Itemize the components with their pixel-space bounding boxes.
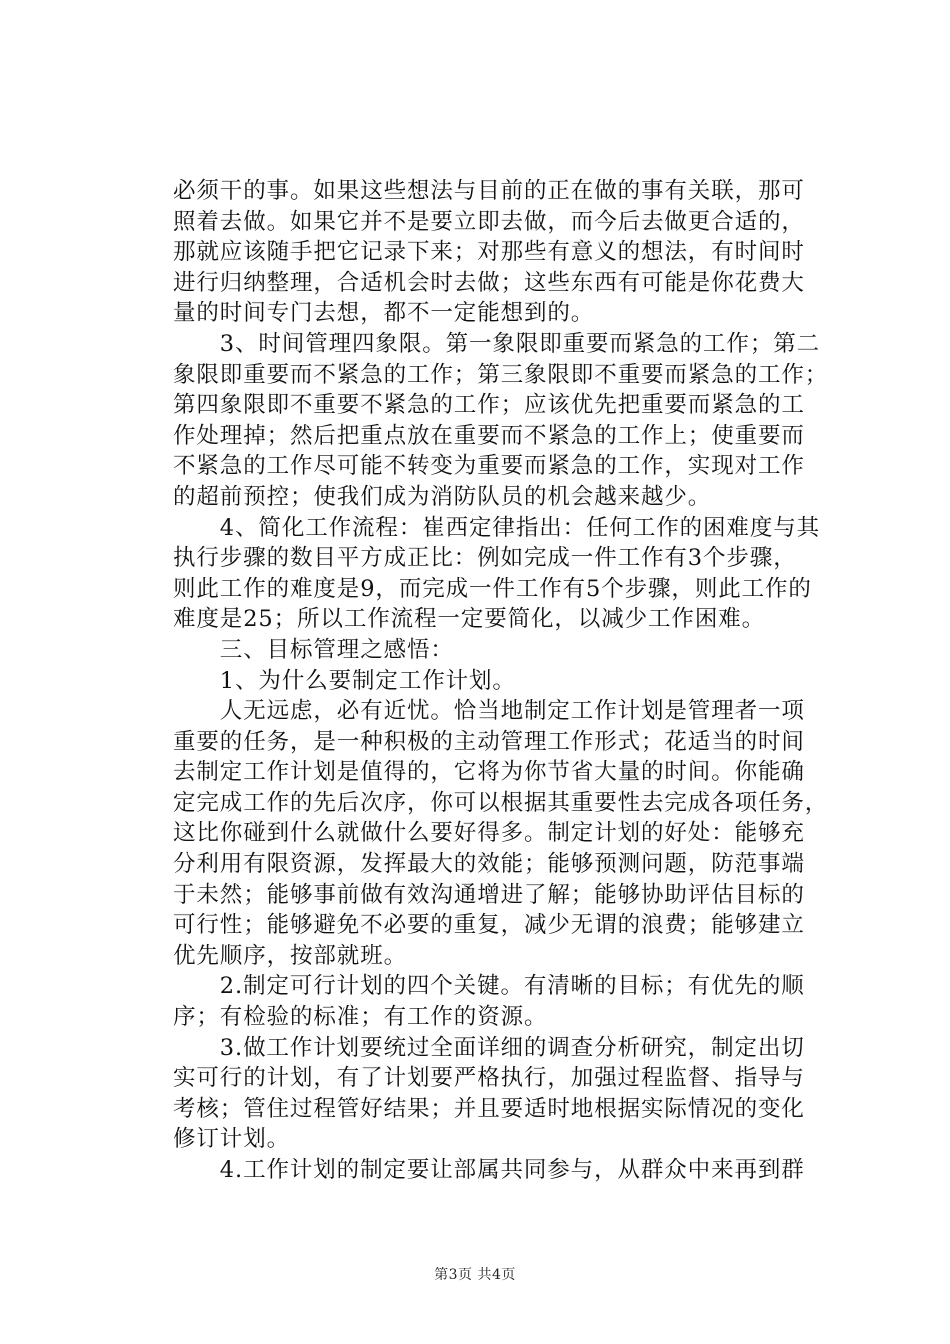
text-line: 人无远虑，必有近忧。恰当地制定工作计划是管理者一项	[173, 698, 805, 725]
text-line: 4、简化工作流程：崔西定律指出：任何工作的困难度与其	[173, 514, 821, 541]
text-line: 这比你碰到什么就做什么要好得多。制定计划的好处：能够充	[173, 820, 805, 847]
text-line: 修订计划。	[173, 1126, 291, 1153]
text-line: 优先顺序，按部就班。	[173, 942, 408, 969]
text-line: 定完成工作的先后次序，你可以根据其重要性去完成各项任务，	[173, 789, 829, 816]
text-line: 1、为什么要制定工作计划。	[173, 667, 516, 694]
body-text	[173, 176, 833, 1186]
text-line: 实可行的计划，有了计划要严格执行，加强过程监督、指导与	[173, 1065, 805, 1092]
text-line: 4.工作计划的制定要让部属共同参与，从群众中来再到群	[173, 1157, 805, 1183]
text-line: 则此工作的难度是9，而完成一件工作有5个步骤，则此工作的	[173, 575, 812, 602]
text-line: 必须干的事。如果这些想法与目前的正在做的事有关联，那可	[173, 178, 805, 204]
text-line: 难度是25；所以工作流程一定要简化，以减少工作困难。	[173, 606, 766, 633]
text-line: 3.做工作计划要统过全面详细的调查分析研究，制定出切	[173, 1034, 805, 1061]
text-line: 不紧急的工作尽可能不转变为重要而紧急的工作，实现对工作	[173, 453, 805, 480]
text-line: 作处理掉；然后把重点放在重要而不紧急的工作上；使重要而	[173, 422, 805, 449]
text-line: 进行归纳整理，合适机会时去做；这些东西有可能是你花费大	[173, 269, 805, 296]
text-line: 去制定工作计划是值得的，它将为你节省大量的时间。你能确	[173, 759, 805, 786]
text-line: 那就应该随手把它记录下来；对那些有意义的想法，有时间时	[173, 239, 805, 266]
page-footer: 第3页 共4页	[434, 1267, 516, 1283]
text-line: 考核；管住过程管好结果；并且要适时地根据实际情况的变化	[173, 1095, 805, 1122]
text-line: 照着去做。如果它并不是要立即去做，而今后去做更合适的，	[173, 208, 805, 235]
text-line: 三、目标管理之感悟：	[173, 636, 454, 663]
text-line: 序；有检验的标准；有工作的资源。	[173, 1004, 548, 1031]
text-line: 执行步骤的数目平方成正比：例如完成一件工作有3个步骤，	[173, 545, 797, 572]
text-line: 象限即重要而不紧急的工作；第三象限即不重要而紧急的工作；	[173, 361, 829, 388]
text-line: 可行性；能够避免不必要的重复，减少无谓的浪费；能够建立	[173, 912, 805, 939]
text-line: 于未然；能够事前做有效沟通增进了解；能够协助评估目标的	[173, 881, 805, 908]
text-line: 重要的任务，是一种积极的主动管理工作形式；花适当的时间	[173, 728, 805, 755]
text-line: 量的时间专门去想，都不一定能想到的。	[173, 300, 595, 327]
text-line: 第四象限即不重要不紧急的工作；应该优先把重要而紧急的工	[173, 392, 805, 419]
text-line: 分利用有限资源，发挥最大的效能；能够预测问题，防范事端	[173, 851, 805, 878]
text-line: 的超前预控；使我们成为消防队员的机会越来越少。	[173, 483, 712, 510]
text-line: 2.制定可行计划的四个关键。有清晰的目标；有优先的顺	[173, 973, 805, 1000]
text-line: 3、时间管理四象限。第一象限即重要而紧急的工作；第二	[173, 330, 821, 357]
